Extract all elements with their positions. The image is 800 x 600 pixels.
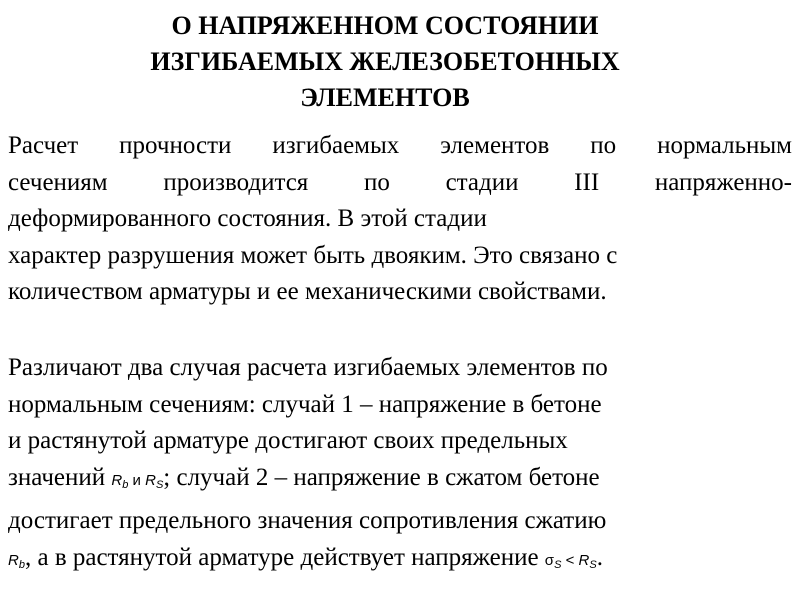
title-line-2: ИЗГИБАЕМЫХ ЖЕЛЕЗОБЕТОННЫХ [150, 47, 620, 76]
paragraph-two-cases [8, 350, 792, 583]
word-and: и [128, 471, 146, 489]
title-line-3: ЭЛЕМЕНТОВ [300, 83, 470, 112]
paragraph2-line: нормальным сечениям: случай 1 – напряжение в бетоне [8, 390, 602, 418]
symbol-sigma-s: $\sigma_S$ [544, 551, 562, 571]
symbol-rs: $R_S$ [578, 551, 597, 571]
paragraph1-line: сечениям производится по стадии III напряженно- [8, 168, 792, 196]
paragraph2-line: и растянутой арматуре достигают своих предельных [8, 427, 568, 454]
paragraph1-line: количеством арматуры и ее механическими свойствами. [8, 278, 607, 305]
paragraph2-line: Различают два случая расчета изгибаемых элементов по [8, 354, 608, 381]
slide-title [60, 8, 710, 116]
title-line-1: О НАПРЯЖЕННОМ СОСТОЯНИИ [171, 11, 599, 40]
paragraph2-line-formula [8, 540, 792, 584]
paragraph1-line: деформированного состояния. В этой стадии [8, 205, 487, 232]
symbol-rs: $R_S$ [145, 471, 164, 491]
text-fragment: , а в растянутой арматуре действует напряжение [24, 543, 545, 571]
paragraph2-line: достигает предельного значения сопротивления сжатию [8, 507, 607, 534]
paragraph1-line: характер разрушения может быть двояким. Это связано с [8, 241, 618, 269]
symbol-rb: $R_b$ [111, 471, 129, 491]
paragraph-strength-calculation [8, 128, 792, 311]
paragraph1-line: Расчет прочности изгибаемых элементов по нормальным [8, 132, 792, 159]
symbol-rb: $R_b$ [8, 551, 25, 571]
text-fragment: значений [8, 463, 112, 491]
paragraph2-line-formula [8, 460, 792, 504]
text-fragment: ; случай 2 – напряжение в сжатом бетоне [163, 463, 600, 491]
text-fragment: . [596, 543, 603, 571]
less-than-sign: < [561, 551, 579, 569]
